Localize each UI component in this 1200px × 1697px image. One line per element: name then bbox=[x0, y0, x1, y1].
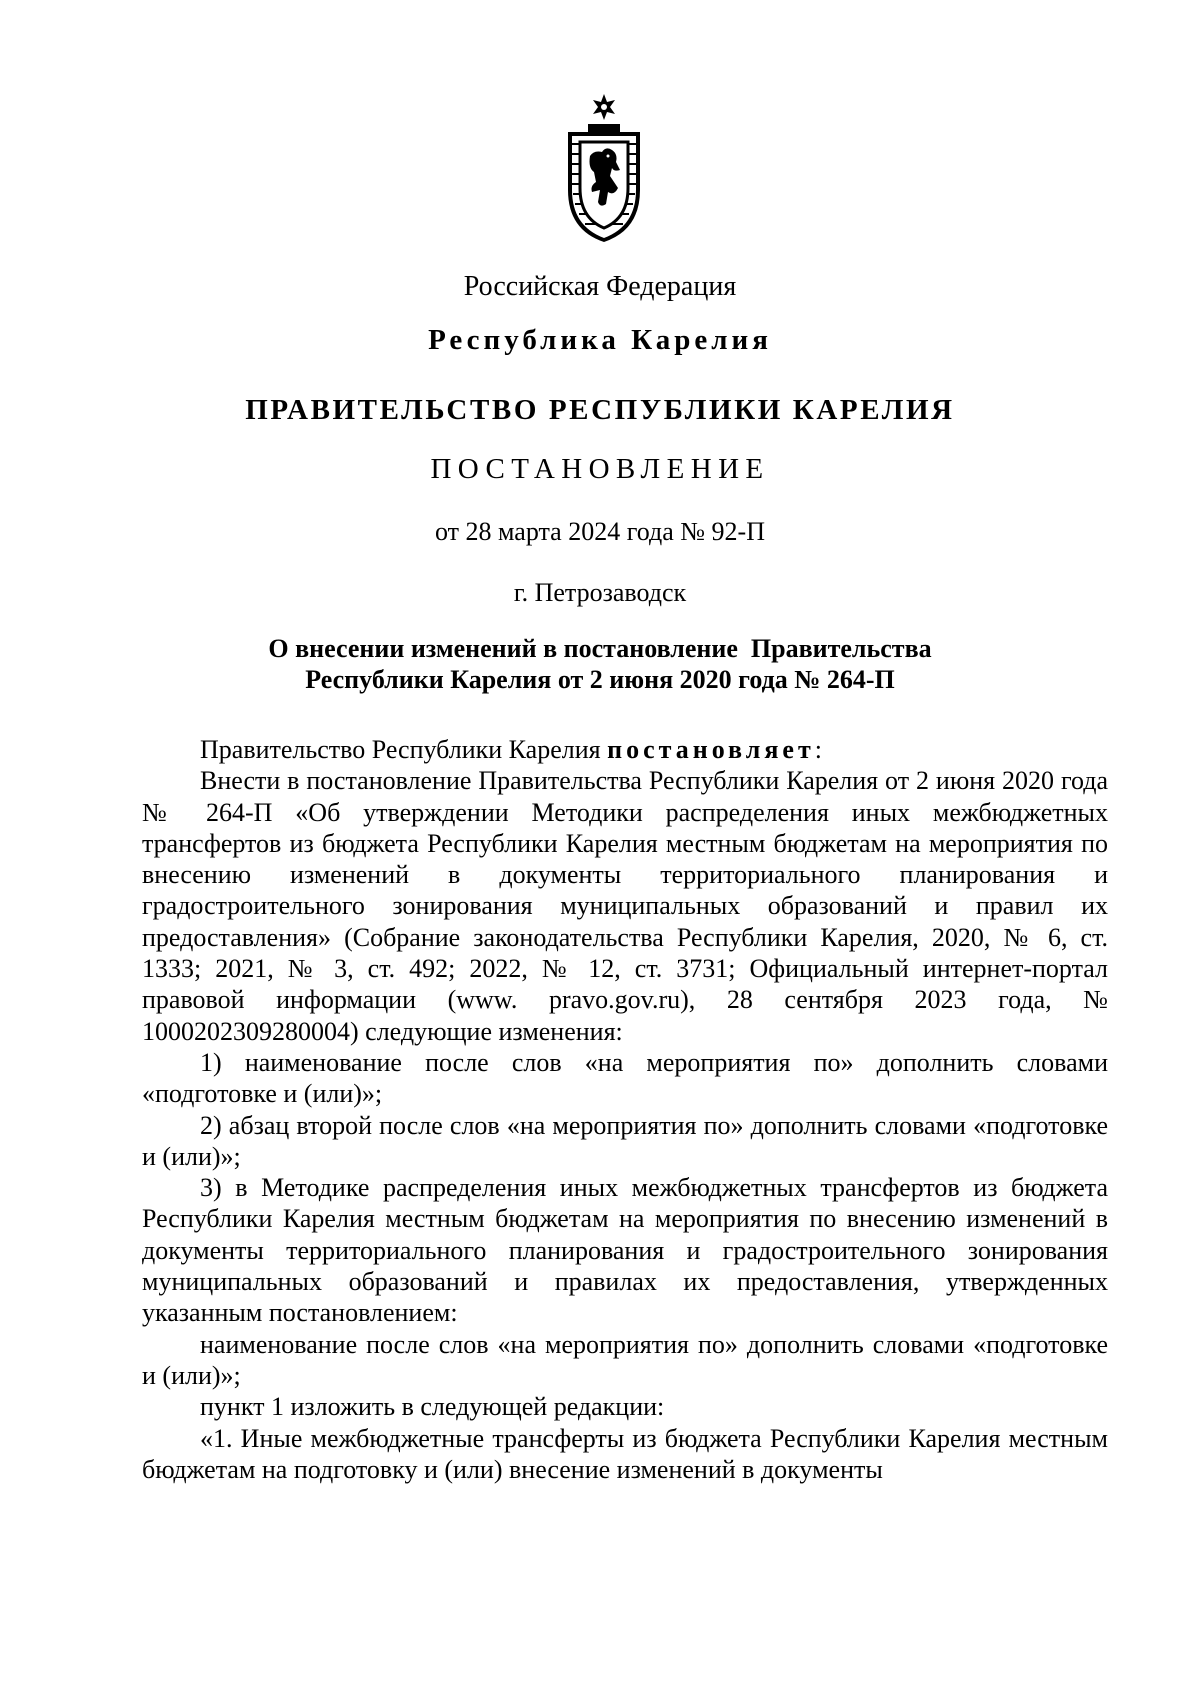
intro-colon: : bbox=[814, 735, 822, 764]
body-paragraph-1: Внести в постановление Правительства Республики Карелия от 2 июня 2020 года № 264-П «Об утверждении Методики распределения иных межбюджетных трансфертов из бюджета Республики Карелия местным бюджетам на мероприятия по внесению изменений в документы территориального планирования и градостроительного зонирования муниципальных образований и правил их предоставления» (Собрание законодательства Республики Карелия, 2020, № 6, ст. 1333; 2021, № 3, ст. 492; 2022, № 12, ст. 3731; Официальный интернет-портал правовой информации (www. pravo.gov.ru), 28 сентября 2023 года, № 1000202309280004) следующие изменения: bbox=[142, 766, 1108, 1046]
federation-heading: Российская Федерация bbox=[463, 271, 737, 302]
republic-heading: Республика Карелия bbox=[428, 324, 772, 356]
body-paragraph-6: пункт 1 изложить в следующей редакции: bbox=[200, 1392, 665, 1422]
intro-text: Правительство Республики Карелия bbox=[200, 735, 608, 764]
document-subject bbox=[0, 633, 1200, 695]
body-paragraph-7: «1. Иные межбюджетные трансферты из бюджета Республики Карелия местным бюджетам на подготовку и (или) внесение изменений в документы bbox=[142, 1423, 1108, 1484]
body-paragraph-5: наименование после слов «на мероприятия по» дополнить словами «подготовке и (или)»; bbox=[142, 1329, 1108, 1390]
document-type-heading: ПОСТАНОВЛЕНИЕ bbox=[430, 453, 770, 485]
body-paragraph-3: 2) абзац второй после слов «на мероприятия по» дополнить словами «подготовке и (или)»; bbox=[142, 1110, 1108, 1171]
body-paragraph-4: 3) в Методике распределения иных межбюджетных трансфертов из бюджета Республики Карелия местным бюджетам на мероприятия по внесению изменений в документы территориального планирования и градостроительного зонирования муниципальных образований и правилах их предоставления, утвержденных указанным постановлением: bbox=[142, 1173, 1108, 1328]
document-city: г. Петрозаводск bbox=[513, 578, 687, 607]
document-body bbox=[142, 734, 1108, 1485]
body-paragraph-2: 1) наименование после слов «на мероприятия по» дополнить словами «подготовке и (или)»; bbox=[142, 1047, 1108, 1109]
subject-line-1: О внесении изменений в постановление Правительства bbox=[268, 634, 932, 663]
body-paragraph-intro bbox=[142, 734, 1108, 765]
coat-of-arms-emblem bbox=[564, 92, 644, 244]
intro-resolves-word: постановляет bbox=[607, 735, 815, 764]
document-date-number: от 28 марта 2024 года № 92-П bbox=[435, 517, 765, 546]
subject-line-2: Республики Карелия от 2 июня 2020 года № 264-П bbox=[305, 665, 895, 694]
government-heading: ПРАВИТЕЛЬСТВО РЕСПУБЛИКИ КАРЕЛИЯ bbox=[245, 394, 955, 426]
